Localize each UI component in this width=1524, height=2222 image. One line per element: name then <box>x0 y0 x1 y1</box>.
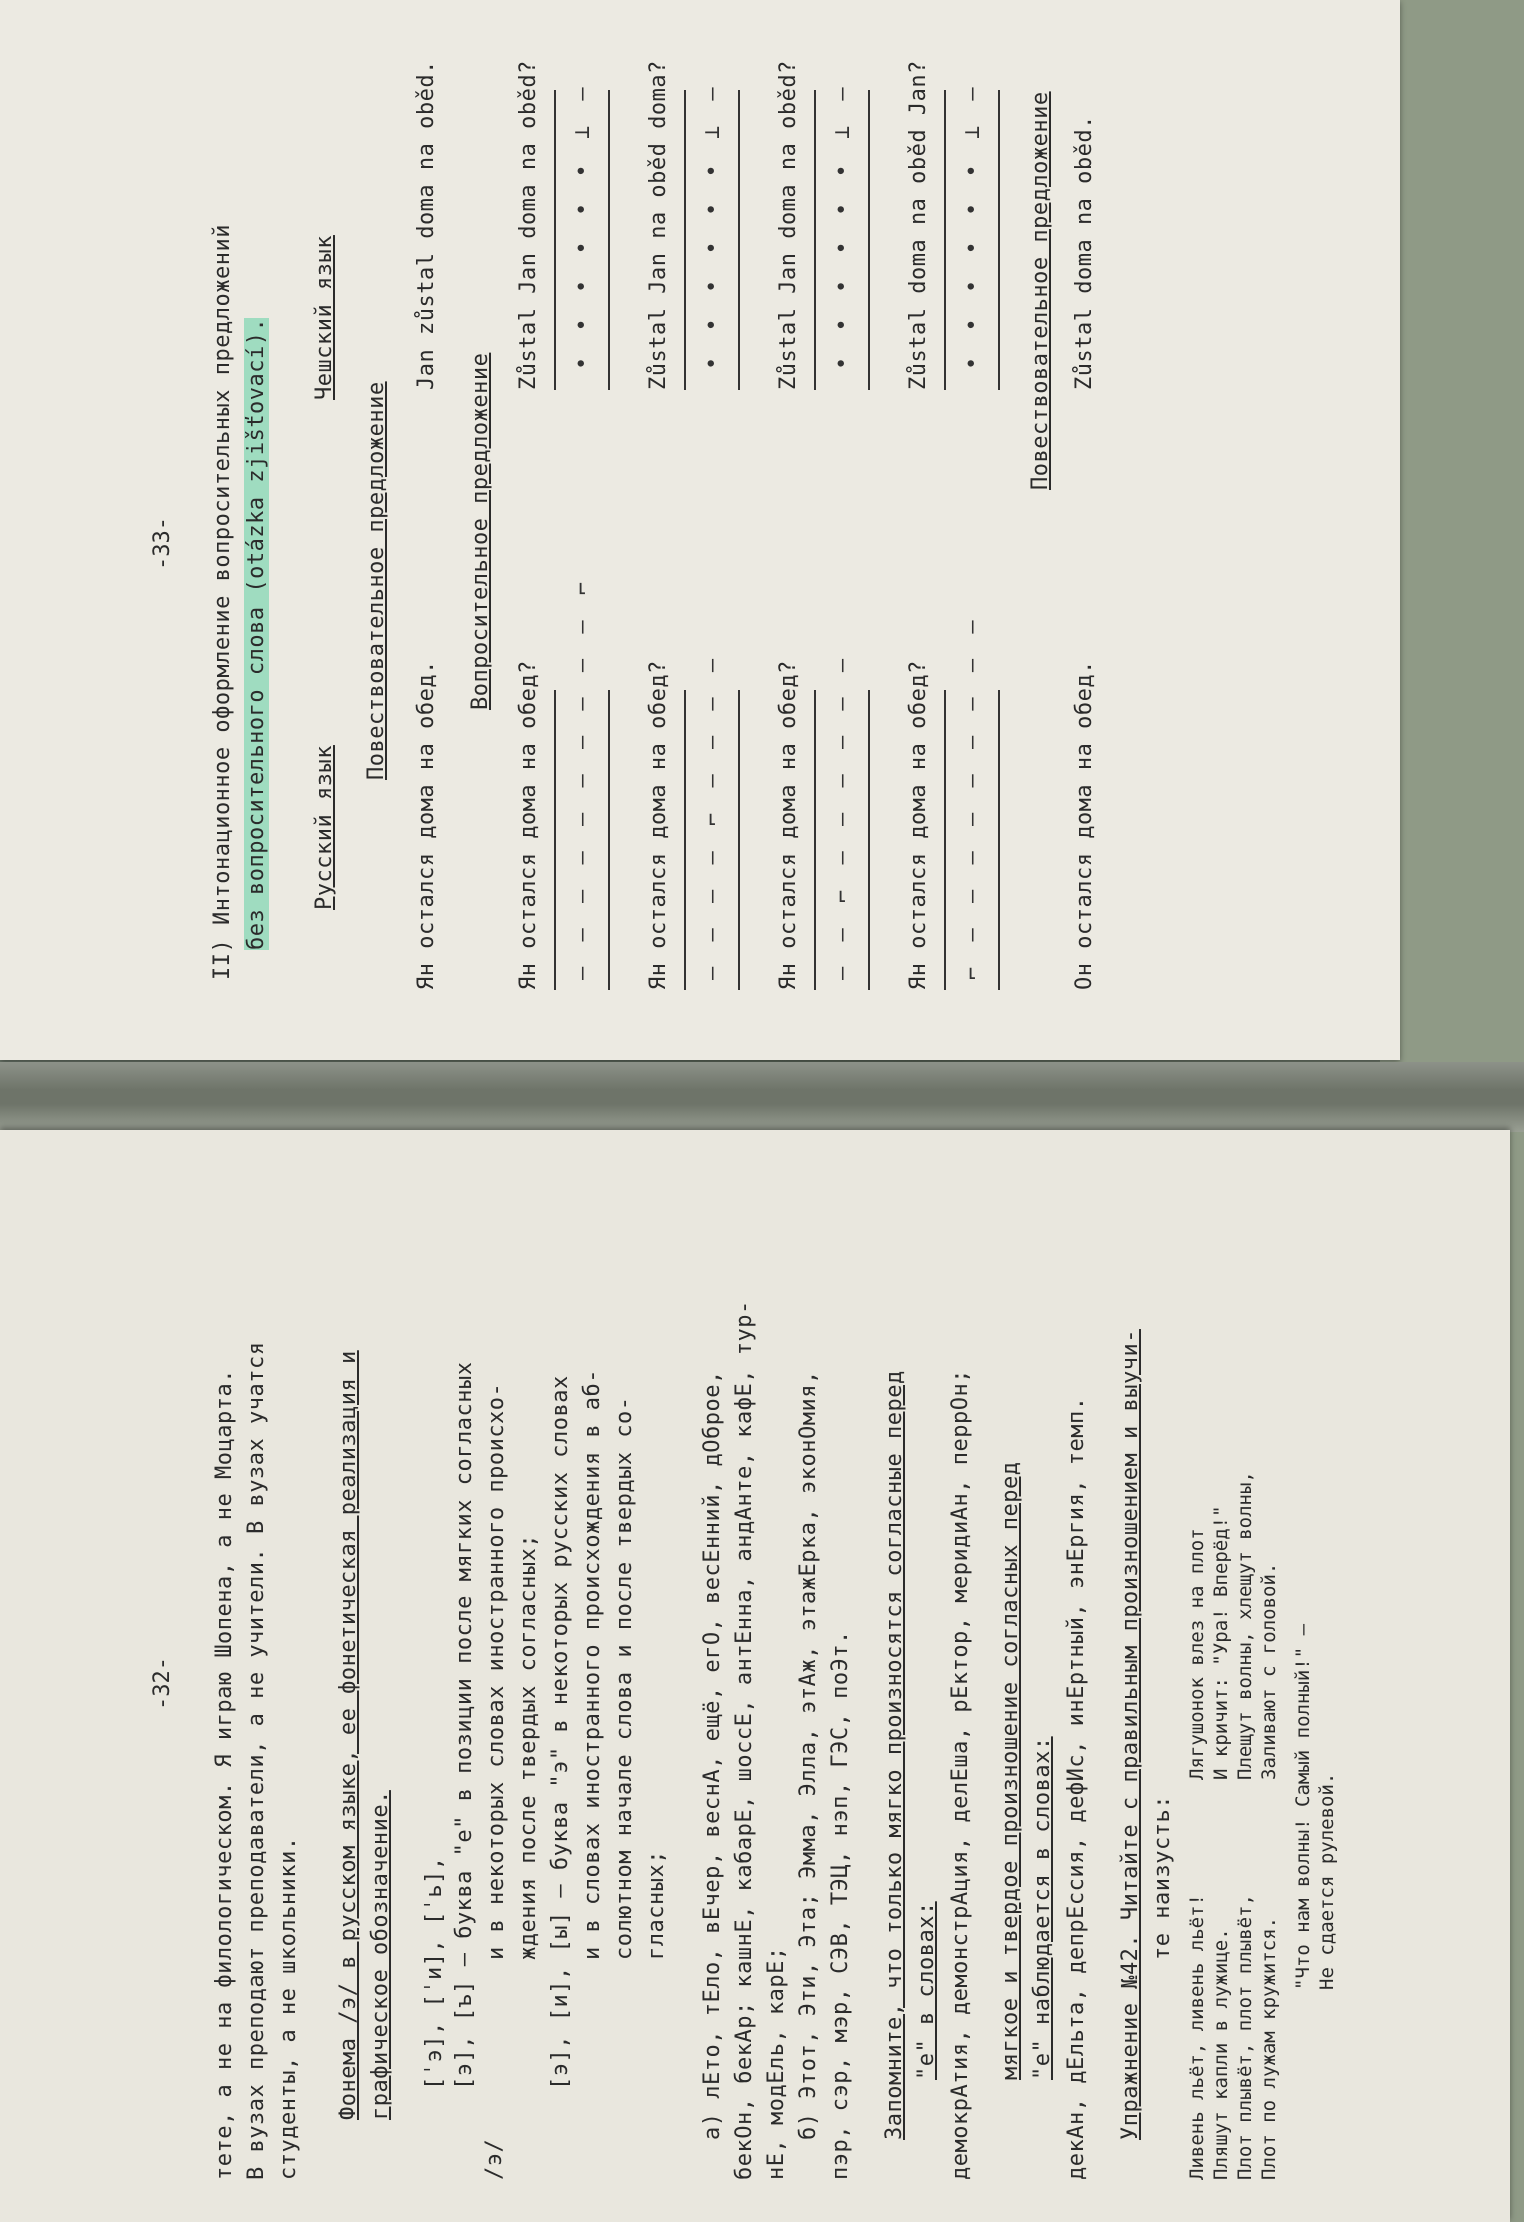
realization-line: [э], [и], [ы] – буква "э" в некоторых русских словах <box>548 1375 573 2090</box>
note-line: мягкое и твердое произношение согласных перед <box>998 1461 1023 2080</box>
page-number: -33- <box>150 517 175 570</box>
section-heading: Фонема /э/ в русском языке, ее фонетическая реализация и <box>336 1350 361 2120</box>
note-line: Запомните, что только мягко произносятся согласные перед <box>882 1370 907 2140</box>
realization-line: и в некоторых словах иностранного происхо- <box>484 1382 509 1960</box>
book-cover-edge <box>1380 0 1524 1130</box>
ru-q2: Ян остался дома на обед? <box>646 660 671 990</box>
rule <box>546 690 556 990</box>
cz-decl-2: Zůstal doma na oběd. <box>1072 115 1097 390</box>
intonation-pattern-cz: • • • • • • ⊥ – <box>830 81 855 370</box>
rule <box>600 690 610 990</box>
cz-q1: Zůstal Jan doma na oběd? <box>516 60 541 390</box>
exercise-heading-2: те наизусть: <box>1150 1795 1175 1960</box>
decl-label: Повествовательное предложение <box>364 381 389 780</box>
ru-q4: Ян остался дома на обед? <box>906 660 931 990</box>
intonation-pattern-cz: • • • • • • ⊥ – <box>700 81 725 370</box>
intonation-pattern: – – – – ⌐ – – – – <box>700 652 725 980</box>
section-heading: II) Интонационное оформление вопросительных предложений <box>210 224 235 980</box>
ru-q1: Ян остался дома на обед? <box>516 660 541 990</box>
realization-line: гласных; <box>644 1850 669 1960</box>
rule <box>676 690 686 990</box>
paragraph-line: студенты, а не школьники. <box>276 1836 301 2180</box>
verse-line: Плещут волны, хлещут волны, <box>1234 1471 1256 1780</box>
rule <box>676 90 686 390</box>
paragraph-line: В вузах преподают преподаватели, а не учители. В вузах учатся <box>244 1341 269 2180</box>
rule <box>600 90 610 390</box>
rule <box>860 90 870 390</box>
cz-q3: Zůstal Jan doma na oběd? <box>776 60 801 390</box>
example-line: бекОн, бекАр; кашнЕ, кабарЕ, шоссЕ, антЕнна, андАнте, кафЕ, тур- <box>732 1300 757 2180</box>
verse-line: Плот по лужам кружится. <box>1258 1916 1280 2180</box>
column-header-ru: Русский язык <box>312 745 337 910</box>
exercise-heading: Упражнение №42. Читайте с правильным произношением и выучи- <box>1118 1329 1143 2140</box>
realization-line: солютном начале слова и после твердых со- <box>612 1396 637 1960</box>
rule <box>806 690 816 990</box>
column-header-cz: Чешский язык <box>312 235 337 400</box>
page-number: -32- <box>150 1657 175 1710</box>
verse-line: И кричит: "Ура! Вперёд!" <box>1210 1505 1232 1780</box>
cz-decl: Jan zůstal doma na oběd. <box>414 60 439 390</box>
example-line: демокрАтия, демонстрАция, делЕша, рЕктор, меридиАн, перрОн; <box>948 1369 973 2180</box>
section-heading-2: графическое обозначение. <box>368 1790 393 2120</box>
section-heading-2: без вопросительного слова (otázka zjišťovací). <box>244 317 269 950</box>
rule <box>990 90 1000 390</box>
verse-line: Пляшут капли в лужице. <box>1210 1928 1232 2180</box>
ru-decl: Ян остался дома на обед. <box>414 660 439 990</box>
book-gutter <box>0 1062 1524 1132</box>
verse-line: Лягушонок влез на плот <box>1186 1528 1208 1780</box>
rule <box>546 90 556 390</box>
intonation-pattern: – – ⌐ – – – – – – <box>830 652 855 980</box>
rule <box>990 690 1000 990</box>
ru-decl-2: Он остался дома на обед. <box>1072 660 1097 990</box>
rule <box>936 90 946 390</box>
verse-line: Плот плывёт, плот плывёт, <box>1234 1894 1256 2180</box>
example-line: декАн, дЕльта, депрЕссия, дефИс, инЕртный, энЕргия, темп. <box>1064 1396 1089 2180</box>
intonation-pattern: ⌐ – – – – – – – – – <box>960 614 985 980</box>
cz-q2: Zůstal Jan na oběd doma? <box>646 60 671 390</box>
intonation-pattern-cz: • • • • • • ⊥ – <box>960 81 985 370</box>
cz-q4: Zůstal doma na oběd Jan? <box>906 60 931 390</box>
intonation-pattern-cz: • • • • • • ⊥ – <box>570 81 595 370</box>
q-label: Вопросительное предложение <box>468 352 493 710</box>
rule <box>936 690 946 990</box>
realization-line: [ˈэ], [ˈи], [ˈь], <box>422 1856 447 2090</box>
decl-label-2: Повествовательное предложение <box>1028 91 1053 490</box>
realization-line: ждения после твердых согласных; <box>516 1533 541 1960</box>
example-line: пэр, сэр, мэр, СЭВ, ТЭЦ, нэп, ГЭС, поЭт. <box>828 1630 853 2180</box>
verse-line: "Что нам волны! Самый полный!" – <box>1292 1623 1314 1990</box>
rule <box>730 690 740 990</box>
rule <box>860 690 870 990</box>
rule <box>806 90 816 390</box>
realization-line: [э], [ъ] – буква "е" в позиции после мягких согласных <box>452 1361 477 2090</box>
note-line: "е" в словах: <box>914 1901 939 2080</box>
verse-line: Заливают с головой. <box>1258 1562 1280 1780</box>
rule <box>730 90 740 390</box>
ru-q3: Ян остался дома на обед? <box>776 660 801 990</box>
example-line: б) Этот, Эти, Эта; Эмма, Элла, этАж, этажЕрка, эконОмия, <box>796 1370 821 2140</box>
verse-line: Не сдается рулевой. <box>1316 1772 1338 1990</box>
example-line: а) лЕто, тЕло, вЕчер, веснА, ещё, егО, весЕнний, дОброе, <box>700 1370 725 2140</box>
phoneme-symbol: /э/ <box>482 2138 507 2180</box>
note-line: "е" наблюдается в словах: <box>1030 1736 1055 2080</box>
verse-line: Ливень льёт, ливень льёт! <box>1186 1894 1208 2180</box>
realization-line: и в словах иностранного происхождения в аб- <box>580 1368 605 1960</box>
page-33 <box>0 0 1400 1060</box>
example-line: нЕ, модЕль, карЕ; <box>764 1946 789 2180</box>
intonation-pattern: – – – – – – – – – – ⌐ <box>570 575 595 980</box>
paragraph-line: тете, а не на филологическом. Я играю Шопена, а не Моцарта. <box>212 1369 237 2180</box>
page-32 <box>0 1130 1510 2222</box>
